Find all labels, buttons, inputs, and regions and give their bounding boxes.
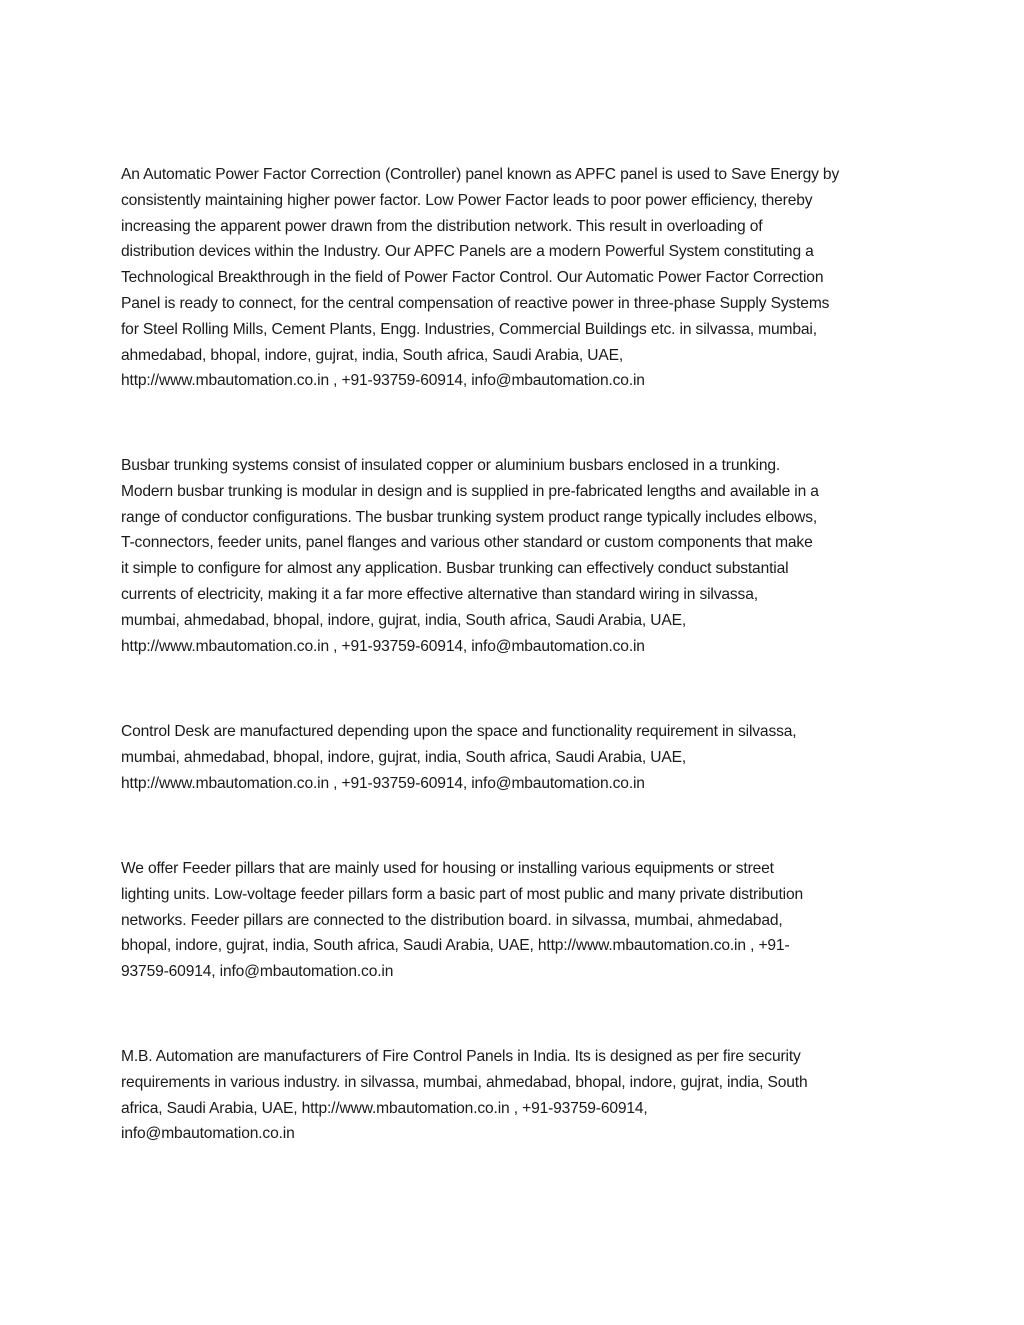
contact-line: http://www.mbautomation.co.in , +91-93759-60914, info@mbautomation.co.in bbox=[121, 372, 645, 390]
paragraph-apfc-panel bbox=[121, 162, 921, 394]
text-line: Panel is ready to connect, for the central compensation of reactive power in three-phase Supply Systems bbox=[121, 294, 830, 312]
text-line: M.B. Automation are manufacturers of Fire Control Panels in India. Its is designed as per fire security bbox=[121, 1048, 801, 1065]
text-line: for Steel Rolling Mills, Cement Plants, Engg. Industries, Commercial Buildings etc. in silvassa, mumbai, bbox=[121, 320, 817, 338]
contact-line: http://www.mbautomation.co.in , +91-93759-60914, info@mbautomation.co.in bbox=[121, 774, 645, 792]
text-line: An Automatic Power Factor Correction (Controller) panel known as APFC panel is used to Save Energy by bbox=[121, 166, 840, 183]
text-line: currents of electricity, making it a far more effective alternative than standard wiring in silvassa, bbox=[121, 585, 758, 603]
paragraph-fire-control-panels bbox=[121, 1044, 921, 1147]
text-line: mumbai, ahmedabad, bhopal, indore, gujrat, india, South africa, Saudi Arabia, UAE, bbox=[121, 748, 687, 766]
text-line: networks. Feeder pillars are connected to the distribution board. in silvassa, mumbai, ahmedabad, bbox=[121, 911, 783, 929]
text-line: T-connectors, feeder units, panel flanges and various other standard or custom components that make bbox=[121, 534, 813, 552]
contact-line: 93759-60914, info@mbautomation.co.in bbox=[121, 963, 394, 981]
text-line: Technological Breakthrough in the field of Power Factor Control. Our Automatic Power Factor Correction bbox=[121, 269, 824, 287]
text-line: Control Desk are manufactured depending upon the space and functionality requirement in silvassa, bbox=[121, 723, 797, 740]
text-line: range of conductor configurations. The busbar trunking system product range typically includes elbows, bbox=[121, 508, 818, 526]
text-line: We offer Feeder pillars that are mainly used for housing or installing various equipments or street bbox=[121, 860, 774, 877]
text-line: increasing the apparent power drawn from the distribution network. This result in overloading of bbox=[121, 217, 763, 235]
paragraph-busbar-trunking bbox=[121, 453, 921, 659]
contact-line: info@mbautomation.co.in bbox=[121, 1125, 295, 1143]
text-line: lighting units. Low-voltage feeder pillars form a basic part of most public and many private distribution bbox=[121, 885, 803, 903]
text-line: it simple to configure for almost any application. Busbar trunking can effectively conduct substantial bbox=[121, 560, 789, 578]
text-line: distribution devices within the Industry. Our APFC Panels are a modern Powerful System constituting a bbox=[121, 243, 814, 261]
contact-line: http://www.mbautomation.co.in , +91-93759-60914, info@mbautomation.co.in bbox=[121, 637, 645, 655]
text-line: africa, Saudi Arabia, UAE, http://www.mbautomation.co.in , +91-93759-60914, bbox=[121, 1099, 648, 1117]
text-line: requirements in various industry. in silvassa, mumbai, ahmedabad, bhopal, indore, gujrat, india, South bbox=[121, 1073, 808, 1091]
text-line: Modern busbar trunking is modular in design and is supplied in pre-fabricated lengths and available in a bbox=[121, 482, 819, 500]
text-line: consistently maintaining higher power factor. Low Power Factor leads to poor power efficiency, thereby bbox=[121, 191, 813, 209]
text-line: bhopal, indore, gujrat, india, South africa, Saudi Arabia, UAE, http://www.mbautomation.co.in , +91- bbox=[121, 937, 790, 955]
paragraph-control-desk bbox=[121, 719, 921, 796]
paragraph-feeder-pillars bbox=[121, 856, 921, 985]
text-line: Busbar trunking systems consist of insulated copper or aluminium busbars enclosed in a trunking. bbox=[121, 457, 781, 474]
text-line: mumbai, ahmedabad, bhopal, indore, gujrat, india, South africa, Saudi Arabia, UAE, bbox=[121, 611, 687, 629]
text-line: ahmedabad, bhopal, indore, gujrat, india, South africa, Saudi Arabia, UAE, bbox=[121, 346, 624, 364]
